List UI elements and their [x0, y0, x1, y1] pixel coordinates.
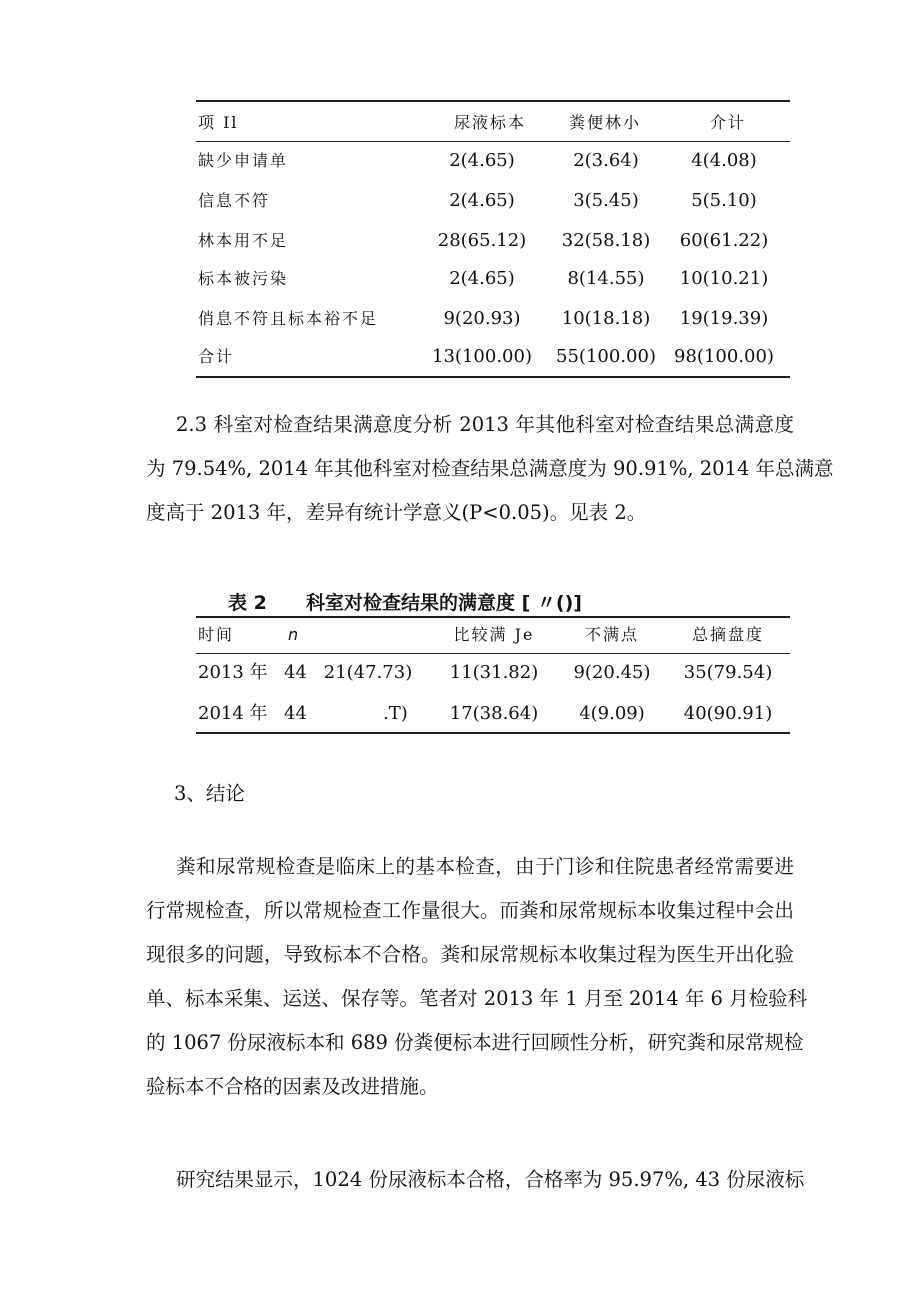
table2-header-unsatisfied: 不满点 — [584, 625, 640, 644]
table1-bottom-rule — [196, 376, 790, 378]
section-heading: 3、结论 — [174, 782, 245, 805]
table2-cell: 35(79.54) — [683, 662, 773, 683]
paragraph-line: 2.3 科室对检查结果满意度分析 2013 年其他科室对检查结果总满意度 — [176, 413, 794, 436]
table2-cell: 21(47.73) — [323, 662, 413, 683]
paragraph-line: 行常规检查，所以常规检查工作量很大。而粪和尿常规标本收集过程中会出 — [146, 899, 794, 922]
paragraph-line: 的 1067 份尿液标本和 689 份粪便标本进行回顾性分析，研究粪和尿常规检 — [146, 1031, 804, 1054]
paragraph-line: 现很多的问题，导致标本不合格。粪和尿常规标本收集过程为医生开出化验 — [146, 943, 794, 966]
table2-caption-title: 科室对检查结果的满意度 [ 〃()] — [306, 592, 582, 614]
table1-top-rule — [196, 100, 790, 102]
table1-cell: 2(3.64) — [573, 150, 639, 171]
table2-header-fairly-satisfied: 比较满 Je — [453, 625, 535, 644]
table2-top-rule — [196, 616, 790, 618]
table2-caption-label: 表 2 — [228, 592, 267, 614]
table2-cell-n: 44 — [284, 703, 307, 724]
table2-row-year: 2013 年 — [198, 662, 268, 683]
paragraph-results — [174, 1158, 805, 1202]
table2-cell: 9(20.45) — [573, 662, 651, 683]
table2-cell: 11(31.82) — [449, 662, 539, 683]
paragraph-line: 为 79.54%, 2014 年其他科室对检查结果总满意度为 90.91%, 2014 年总满意 — [146, 457, 834, 480]
table2-cell: 4(9.09) — [579, 703, 645, 724]
table1-row-label: 俏息不符且标本裕不足 — [198, 309, 379, 328]
paragraph-line: 研究结果显示，1024 份尿液标本合格，合格率为 95.97%, 43 份尿液标 — [176, 1168, 805, 1191]
table1-cell: 2(4.65) — [449, 150, 515, 171]
table1-cell: 10(10.21) — [679, 268, 769, 289]
table1-row-label: 信息不符 — [198, 191, 271, 210]
table1-cell: 55(100.00) — [556, 346, 656, 367]
table1-cell: 9(20.93) — [443, 308, 521, 329]
table1-cell: 13(100.00) — [432, 346, 532, 367]
table2-cell: 17(38.64) — [449, 703, 539, 724]
table1-header-stool: 粪便林小 — [568, 113, 642, 132]
table1-header-urine: 尿液标本 — [453, 113, 527, 132]
table1-cell: 4(4.08) — [691, 150, 757, 171]
paragraph-2-3 — [146, 403, 834, 535]
table1-row-label: 合计 — [198, 347, 235, 366]
table2-header-n: n — [288, 625, 299, 644]
paragraph-conclusion — [146, 845, 808, 1109]
table2-row-year: 2014 年 — [198, 703, 268, 724]
table2-header-time: 时间 — [198, 625, 235, 644]
table2-cell: 40(90.91) — [683, 703, 773, 724]
table1-cell: 8(14.55) — [567, 268, 645, 289]
table2-cell: .T) — [383, 703, 408, 724]
table1-cell: 5(5.10) — [691, 190, 757, 211]
table2-header-rule — [196, 653, 790, 654]
table1-row-label: 缺少申请单 — [198, 151, 289, 170]
paragraph-line: 度高于 2013 年，差异有统计学意义(P<0.05)。见表 2。 — [146, 501, 647, 524]
table1-cell: 2(4.65) — [449, 190, 515, 211]
table2-header-total-satisfaction: 总摘盘度 — [691, 625, 765, 644]
table1-cell: 3(5.45) — [573, 190, 639, 211]
table2-cell-n: 44 — [284, 662, 307, 683]
table1-cell: 28(65.12) — [437, 230, 527, 251]
table1-cell: 32(58.18) — [561, 230, 651, 251]
table1-cell: 98(100.00) — [674, 346, 774, 367]
table1-row-label: 林本用不足 — [198, 231, 289, 250]
table1-row-label: 标本被污染 — [198, 269, 289, 288]
table1-header-rule — [196, 141, 790, 142]
table1-cell: 19(19.39) — [679, 308, 769, 329]
table1-header-item: 项 Il — [198, 113, 239, 132]
table1-cell: 10(18.18) — [561, 308, 651, 329]
table2-bottom-rule — [196, 732, 790, 734]
table1-header-total: 介计 — [709, 113, 747, 132]
table1-cell: 60(61.22) — [679, 230, 769, 251]
paragraph-line: 验标本不合格的因素及改进措施。 — [146, 1075, 439, 1098]
paragraph-line: 粪和尿常规检查是临床上的基本检查，由于门诊和住院患者经常需要进 — [176, 855, 794, 878]
paragraph-line: 单、标本采集、运送、保存等。笔者对 2013 年 1 月至 2014 年 6 月检验科 — [146, 987, 808, 1010]
table1-cell: 2(4.65) — [449, 268, 515, 289]
